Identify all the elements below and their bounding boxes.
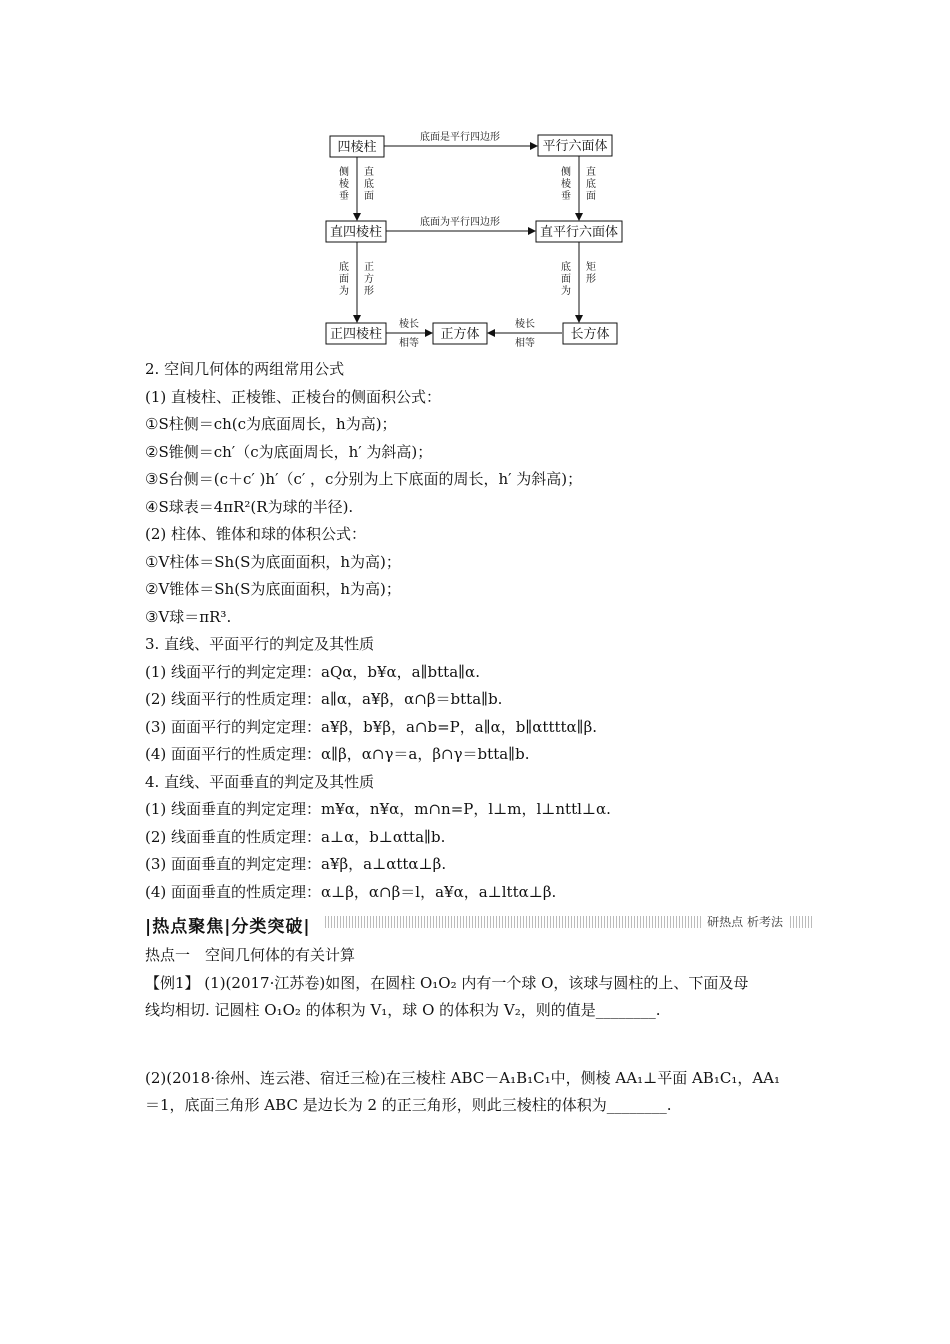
text-line: (4) 面面垂直的性质定理：α⊥β，α∩β＝l，a¥α，a⊥lttα⊥β. xyxy=(145,882,557,901)
edge-label-right-upper-b-2: 面 xyxy=(586,191,596,202)
edge-label-bottom-right-2: 相等 xyxy=(515,338,535,349)
edge-label-left-upper-a-1: 棱 xyxy=(339,179,349,190)
edge-label-right-lower-a-1: 面 xyxy=(561,274,571,285)
text-line: (1) 线面平行的判定定理：aQα，b¥α，a∥bttа∥α. xyxy=(145,662,480,681)
edge-label-left-upper-a-0: 侧 xyxy=(339,167,349,178)
text-line: (4) 面面平行的性质定理：α∥β，α∩γ＝a，β∩γ＝btta∥b. xyxy=(145,745,530,763)
node-right-parallelepiped: 直平行六面体 xyxy=(539,225,619,240)
text-line: ④S球表＝4πR²(R为球的半径). xyxy=(145,497,354,516)
node-cuboid: 长方体 xyxy=(570,327,610,342)
edge-label-right-upper-b-1: 底 xyxy=(586,179,596,190)
edge-label-top: 底面是平行四边形 xyxy=(420,132,500,143)
section-2-heading: 2. 空间几何体的两组常用公式 xyxy=(145,360,345,378)
text-line: (2) 线面垂直的性质定理：a⊥α，b⊥αtta∥b. xyxy=(145,827,446,846)
text-line: ①S柱侧＝ch(c为底面周长，h为高)； xyxy=(145,415,397,433)
text-line: (1) 直棱柱、正棱锥、正棱台的侧面积公式： xyxy=(145,387,442,406)
edge-label-left-lower-a-2: 为 xyxy=(339,286,349,297)
text-line: ③V球＝πR³. xyxy=(145,607,232,626)
example-line: 线均相切. 记圆柱 O₁O₂ 的体积为 V₁，球 O 的体积为 V₂，则的值是________. xyxy=(145,1001,661,1019)
node-quad-prism: 四棱柱 xyxy=(337,140,377,155)
text-line: (2) 柱体、锥体和球的体积公式： xyxy=(145,525,367,543)
edge-label-right-upper-a-1: 棱 xyxy=(561,179,571,190)
node-parallelepiped: 平行六面体 xyxy=(542,139,608,154)
text-line: ③S台侧＝(c＋c′ )h′（c′ ，c分别为上下底面的周长，h′ 为斜高)； xyxy=(145,470,583,488)
text-line: (3) 面面平行的判定定理：a¥β，b¥β，a∩b=P，a∥α，b∥αttttα∥β. xyxy=(145,717,598,736)
edge-label-right-lower-a-2: 为 xyxy=(561,286,571,297)
text-line: ②V锥体＝Sh(S为底面面积，h为高)； xyxy=(145,580,401,598)
text-line: ①V柱体＝Sh(S为底面面积，h为高)； xyxy=(145,552,401,571)
hotspot-title: 热点一 空间几何体的有关计算 xyxy=(145,946,356,964)
edge-label-bottom-right-1: 棱长 xyxy=(515,319,535,330)
prism-relationship-diagram xyxy=(300,120,630,350)
edge-label-right-upper-a-0: 侧 xyxy=(561,167,571,178)
edge-label-left-lower-a-0: 底 xyxy=(339,262,349,273)
example-line: (2)(2018·徐州、连云港、宿迁三检)在三棱柱 ABC－A₁B₁C₁中，侧棱 AA₁⊥平面 AB₁C₁，AA₁ xyxy=(145,1068,781,1087)
edge-label-right-upper-a-2: 垂 xyxy=(561,191,571,202)
edge-label-right-lower-b-0: 矩 xyxy=(586,262,596,273)
edge-label-right-lower-b-1: 形 xyxy=(586,274,596,285)
edge-label-bottom-left-2: 相等 xyxy=(399,338,419,349)
text-line: ②S锥侧＝ch′（c为底面周长，h′ 为斜高)； xyxy=(145,442,433,461)
edge-label-right-lower-a-0: 底 xyxy=(561,262,571,273)
edge-label-left-upper-b-0: 直 xyxy=(364,167,374,178)
edge-label-bottom-left-1: 棱长 xyxy=(399,319,419,330)
banner-title: |热点聚焦|分类突破| xyxy=(145,912,319,937)
example-line: ＝1，底面三角形 ABC 是边长为 2 的正三角形，则此三棱柱的体积为________. xyxy=(145,1096,672,1114)
edge-label-middle: 底面为平行四边形 xyxy=(420,217,500,228)
example-line: 【例1】 (1)(2017·江苏卷)如图，在圆柱 O₁O₂ 内有一个球 O，该球与圆柱的上、下面及母 xyxy=(145,973,749,992)
edge-label-left-lower-b-1: 方 xyxy=(364,274,374,285)
edge-label-right-upper-b-0: 直 xyxy=(586,167,596,178)
text-line: (2) 线面平行的性质定理：a∥α，a¥β，α∩β＝btta∥b. xyxy=(145,690,503,708)
text-line: (1) 线面垂直的判定定理：m¥α，n¥α，m∩n=P，l⊥m，l⊥nttl⊥α. xyxy=(145,800,611,818)
node-cube: 正方体 xyxy=(440,327,480,342)
section-banner xyxy=(145,910,825,936)
edge-label-left-upper-b-2: 面 xyxy=(364,191,374,202)
edge-label-left-upper-a-2: 垂 xyxy=(339,191,349,202)
node-right-quad-prism: 直四棱柱 xyxy=(329,225,383,240)
section-4-heading: 4. 直线、平面垂直的判定及其性质 xyxy=(145,772,375,791)
edge-label-left-upper-b-1: 底 xyxy=(364,179,374,190)
banner-tag: 研热点 析考法 xyxy=(701,913,789,930)
node-regular-quad-prism: 正四棱柱 xyxy=(329,327,383,342)
edge-label-left-lower-b-2: 形 xyxy=(364,286,374,297)
document-body xyxy=(145,356,825,1120)
edge-label-left-lower-a-1: 面 xyxy=(339,274,349,285)
text-line: (3) 面面垂直的判定定理：a¥β，a⊥αttα⊥β. xyxy=(145,855,447,873)
edge-label-left-lower-b-0: 正 xyxy=(364,262,374,273)
section-3-heading: 3. 直线、平面平行的判定及其性质 xyxy=(145,635,375,653)
